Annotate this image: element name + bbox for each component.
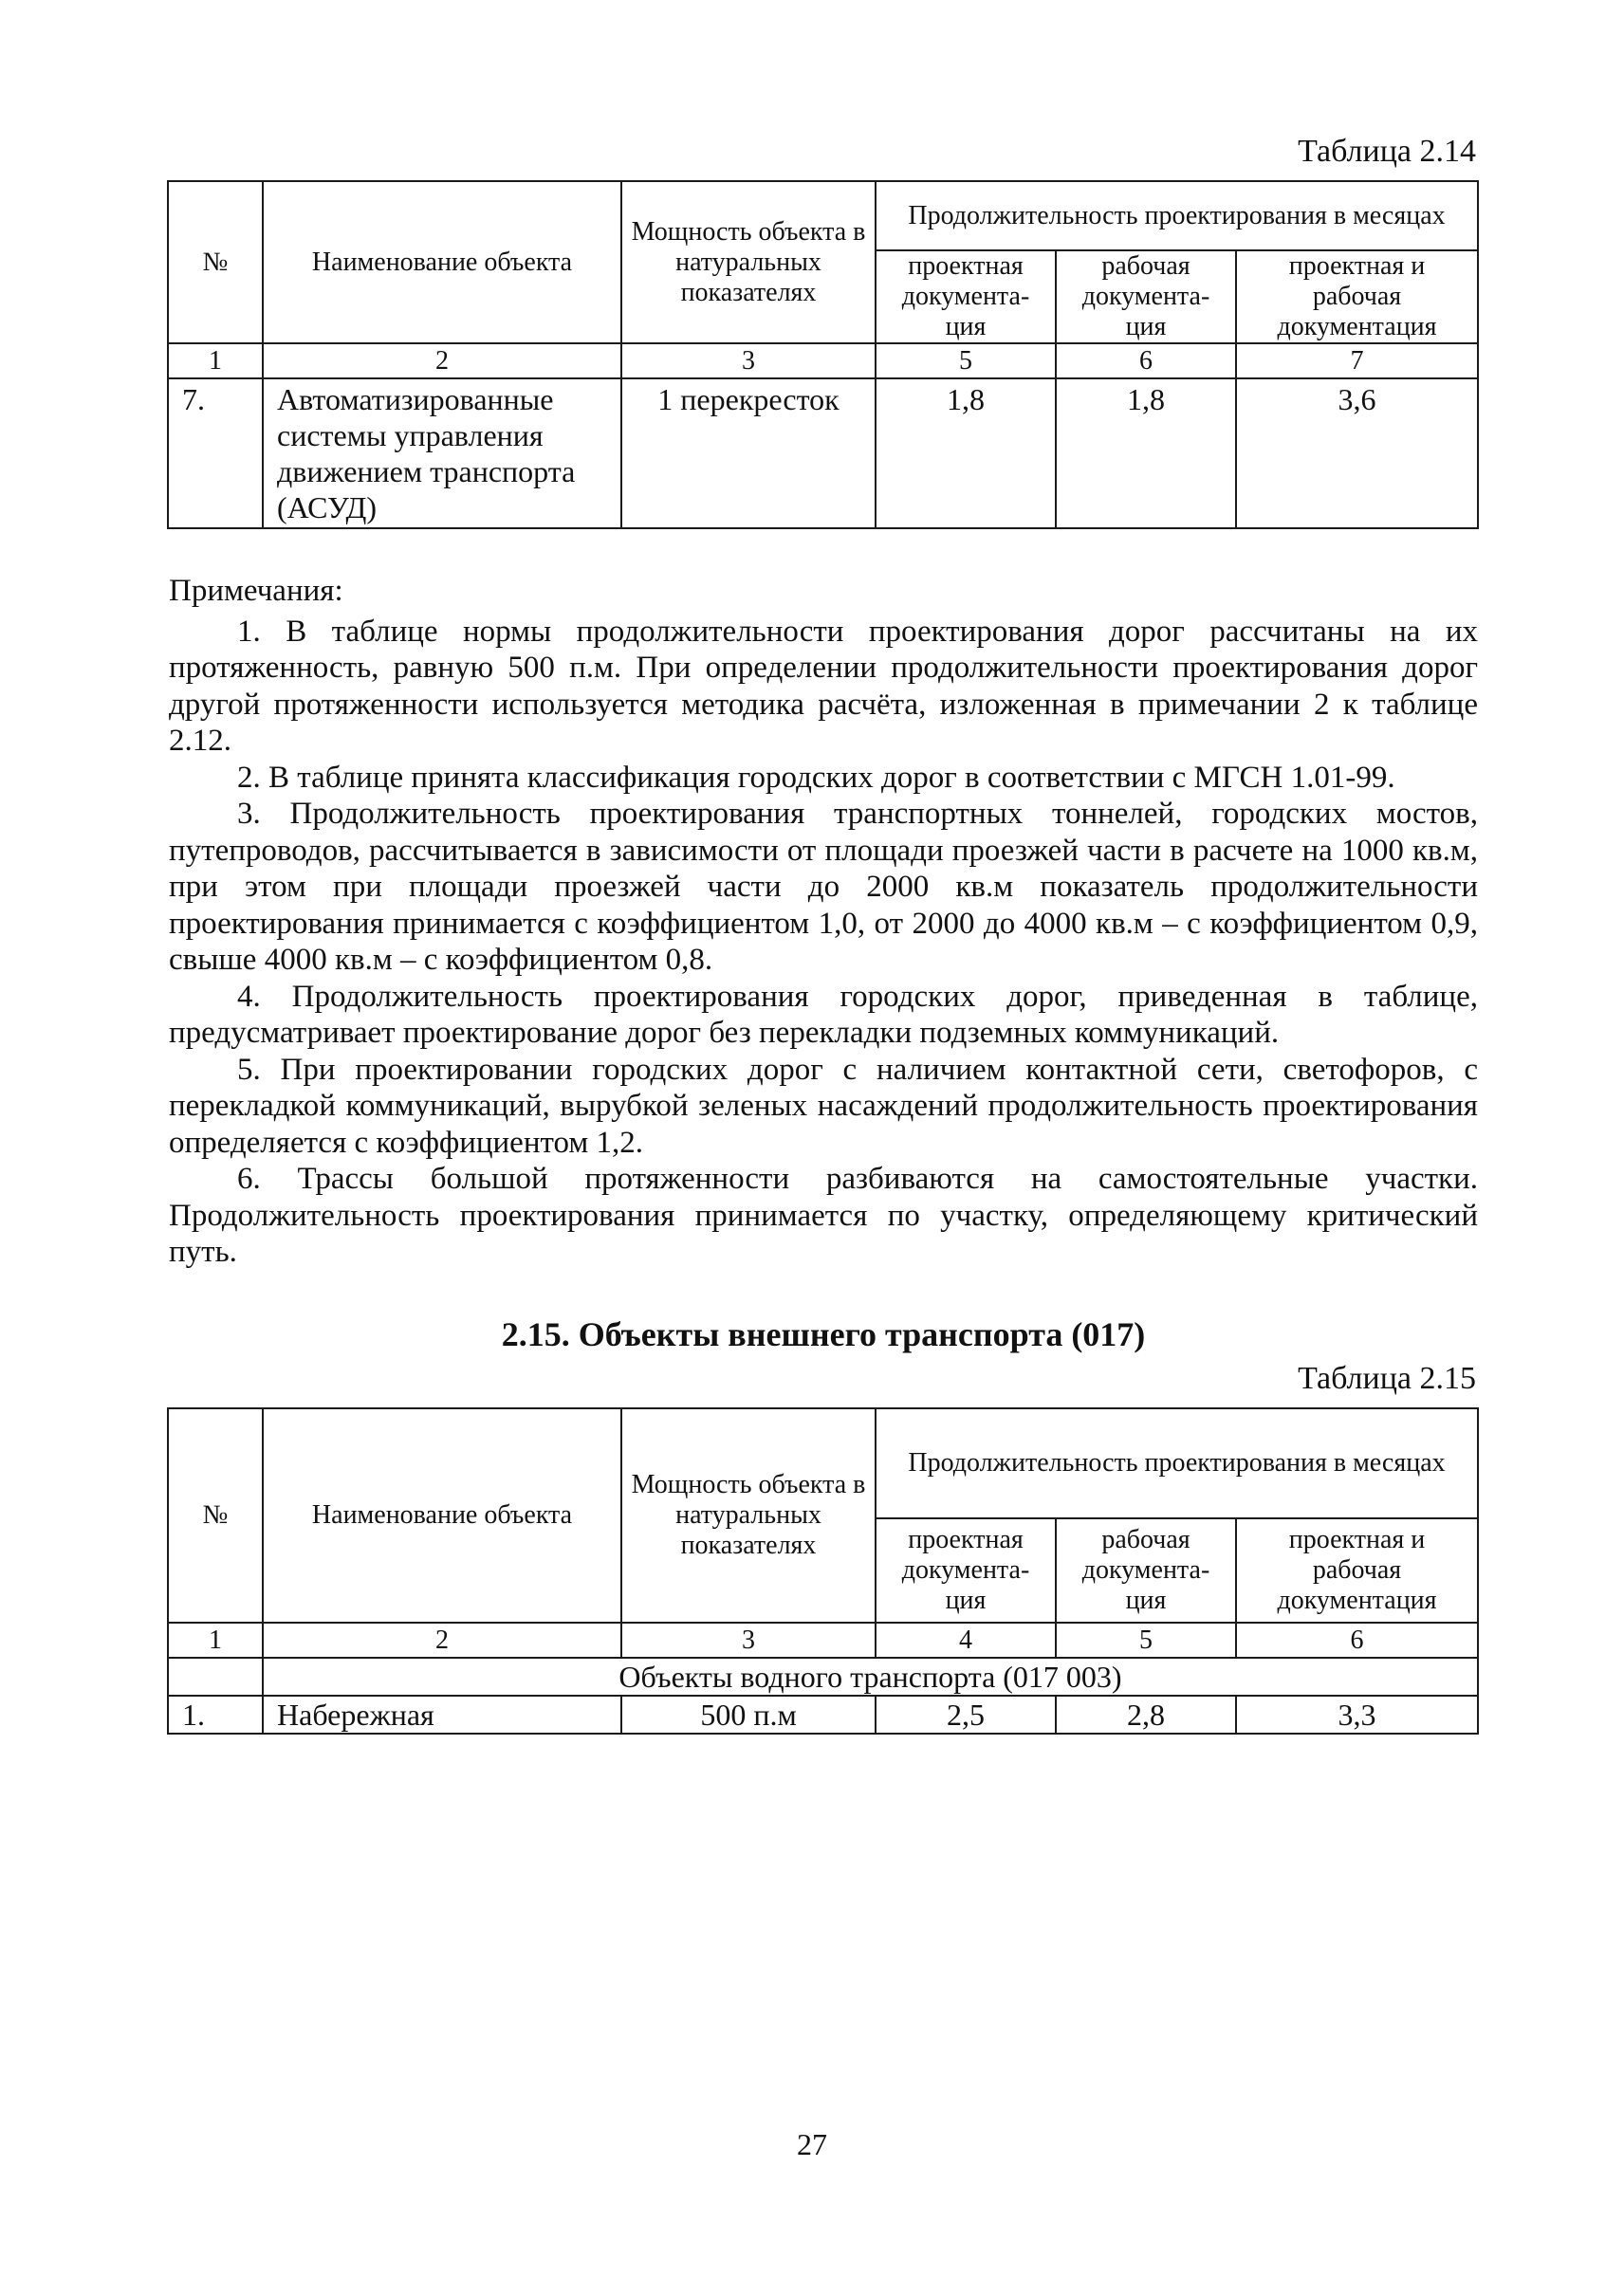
column-number: 5 xyxy=(876,343,1056,378)
note-item: 2. В таблице принята классификация городских дорог в соответствии с МГСН 1.01-99. xyxy=(237,760,1395,795)
note-item: 6. Трассы большой протяженности разбиваются на самостоятельные участки. Продолжительность проектирования принимается по участку, определяющему критический путь. xyxy=(169,1162,1478,1269)
header-working-doc: рабочая документа-ция xyxy=(1056,1518,1236,1623)
header-name: Наименование объекта xyxy=(263,1408,621,1623)
duration-table-2-15 xyxy=(167,1407,1479,1735)
notes-block xyxy=(169,573,1478,1271)
column-number: 3 xyxy=(621,343,876,378)
note-item: 4. Продолжительность проектирования городских дорог, приведенная в таблице, предусматривает проектирование дорог без перекладки подземных коммуникаций. xyxy=(169,979,1478,1050)
row-working-doc: 2,8 xyxy=(1056,1696,1236,1734)
column-number: 1 xyxy=(168,343,263,378)
row-total: 3,6 xyxy=(1236,378,1478,528)
header-capacity: Мощность объекта в натуральных показателях xyxy=(621,181,876,343)
header-project-and-working-doc: проектная и рабочая документация xyxy=(1236,250,1478,343)
column-number: 2 xyxy=(263,343,621,378)
header-project-doc: проектная документа-ция xyxy=(876,1518,1056,1623)
header-name: Наименование объекта xyxy=(263,181,621,343)
row-capacity: 1 перекресток xyxy=(621,378,876,528)
column-number: 4 xyxy=(876,1623,1056,1658)
column-number: 2 xyxy=(263,1623,621,1658)
column-number: 5 xyxy=(1056,1623,1236,1658)
group-row-label: Объекты водного транспорта (017 003) xyxy=(263,1658,1478,1696)
header-duration-group: Продолжительность проектирования в месяцах xyxy=(876,181,1478,250)
row-no: 1. xyxy=(168,1696,263,1734)
header-no: № xyxy=(168,181,263,343)
row-project-doc: 2,5 xyxy=(876,1696,1056,1734)
header-no: № xyxy=(168,1408,263,1623)
column-number: 6 xyxy=(1236,1623,1478,1658)
note-item: 1. В таблице нормы продолжительности проектирования дорог рассчитаны на их протяженность, равную 500 п.м. При определении продолжительности проектирования дорог другой протяженности используется методика расчёта, изложенная в примечании 2 к таблице 2.12. xyxy=(169,614,1478,758)
row-name: Набережная xyxy=(263,1696,621,1734)
header-project-doc: проектная документа-ция xyxy=(876,250,1056,343)
row-project-doc: 1,8 xyxy=(876,378,1056,528)
header-duration-group: Продолжительность проектирования в месяцах xyxy=(876,1408,1478,1518)
section-title: 2.15. Объекты внешнего транспорта (017) xyxy=(501,1315,1146,1353)
header-project-and-working-doc: проектная и рабочая документация xyxy=(1236,1518,1478,1623)
table-row xyxy=(168,378,1478,528)
note-item: 3. Продолжительность проектирования транспортных тоннелей, городских мостов, путепроводов, рассчитывается в зависимости от площади проезжей части в расчете на 1000 кв.м, при этом при площади проезжей части до 2000 кв.м показатель продолжительности проектирования принимается с коэффициентом 1,0, от 2000 до 4000 кв.м – с коэффициентом 0,9, свыше 4000 кв.м – с коэффициентом 0,8. xyxy=(169,797,1478,977)
column-number: 3 xyxy=(621,1623,876,1658)
row-no: 7. xyxy=(168,378,263,528)
note-item: 5. При проектировании городских дорог с наличием контактной сети, светофоров, с перекладкой коммуникаций, вырубкой зеленых насаждений продолжительность проектирования определяется с коэффициентом 1,2. xyxy=(169,1052,1478,1160)
row-name: Автоматизированные системы управления движением транспорта (АСУД) xyxy=(263,378,621,528)
row-working-doc: 1,8 xyxy=(1056,378,1236,528)
row-capacity: 500 п.м xyxy=(621,1696,876,1734)
column-number: 7 xyxy=(1236,343,1478,378)
row-total: 3,3 xyxy=(1236,1696,1478,1734)
duration-table-2-14 xyxy=(167,180,1479,529)
group-row-spacer xyxy=(168,1658,263,1696)
column-number: 6 xyxy=(1056,343,1236,378)
notes-heading: Примечания: xyxy=(169,574,343,608)
table-row xyxy=(168,1696,1478,1734)
table-caption: Таблица 2.14 xyxy=(1298,134,1476,169)
header-capacity: Мощность объекта в натуральных показателях xyxy=(621,1408,876,1623)
page-number: 27 xyxy=(797,2127,827,2161)
table-caption: Таблица 2.15 xyxy=(1298,1361,1476,1396)
header-working-doc: рабочая документа-ция xyxy=(1056,250,1236,343)
column-number: 1 xyxy=(168,1623,263,1658)
